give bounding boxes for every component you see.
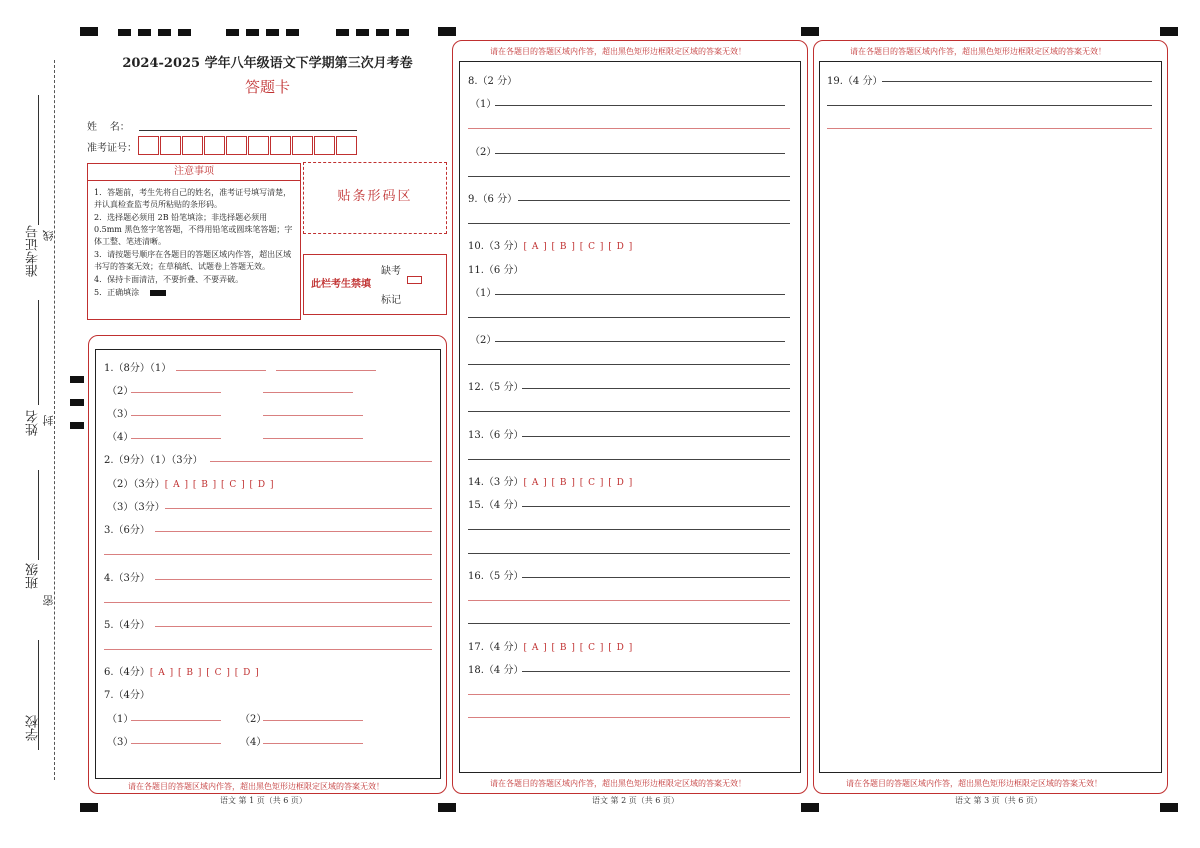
- q16-line[interactable]: [468, 600, 790, 601]
- q11-1-line[interactable]: [468, 317, 790, 318]
- absent-box-label: 此栏考生禁填: [311, 279, 371, 290]
- q6-label: [104, 663, 260, 678]
- q4-label: 4.（3分）: [104, 573, 150, 584]
- q11-2-label: （2）: [470, 335, 497, 346]
- exam-no-digit-box[interactable]: [182, 136, 203, 155]
- q8-1-line[interactable]: [495, 105, 785, 106]
- q1-3-label: （3）: [107, 409, 134, 420]
- q19-line[interactable]: [882, 81, 1152, 82]
- absent-mark-label: 标记: [381, 295, 401, 306]
- page3-footer: 语文 第 3 页（共 6 页）: [955, 796, 1042, 805]
- q13-line[interactable]: [522, 436, 790, 437]
- q18-line[interactable]: [468, 694, 790, 695]
- page-subtitle: 答题卡: [244, 78, 290, 96]
- barcode-area-label: 贴条形码区: [337, 189, 413, 204]
- sidebar-name-label: 姓名: [26, 410, 41, 436]
- registration-mark: [1160, 803, 1178, 812]
- q4-line[interactable]: [104, 602, 432, 603]
- sidebar-line-mark: 线: [42, 230, 55, 241]
- notice-item: [94, 287, 294, 299]
- page3-bottom-warning: 请在各题目的答题区域内作答，超出黑色矩形边框限定区域的答案无效！: [846, 779, 1102, 788]
- q16-line[interactable]: [468, 623, 790, 624]
- q2-2-options[interactable]: [ A ] [ B ] [ C ] [ D ]: [164, 480, 275, 490]
- absent-mark-box[interactable]: [407, 276, 422, 284]
- q10-label: [468, 237, 633, 252]
- q18-label: 18.（4 分）: [468, 665, 524, 676]
- q17-options[interactable]: [ A ] [ B ] [ C ] [ D ]: [523, 643, 634, 653]
- sidebar-secret-mark: 密: [42, 595, 55, 606]
- q16-line[interactable]: [522, 577, 790, 578]
- q2-2-label: [107, 475, 275, 490]
- q7-3-label: （3）: [107, 737, 134, 748]
- q4-line[interactable]: [155, 579, 432, 580]
- side-mark: [70, 399, 84, 406]
- q11-2-line[interactable]: [495, 341, 785, 342]
- q19-label: 19.（4 分）: [827, 76, 883, 87]
- q10-text: 10.（3 分）: [468, 241, 524, 252]
- exam-no-digit-box[interactable]: [138, 136, 159, 155]
- page1-answer-box: [95, 349, 441, 779]
- q5-line[interactable]: [104, 649, 432, 650]
- page2-bottom-warning: 请在各题目的答题区域内作答，超出黑色矩形边框限定区域的答案无效！: [490, 779, 746, 788]
- sidebar-class-line: [38, 470, 39, 560]
- exam-no-digit-box[interactable]: [336, 136, 357, 155]
- page3-top-warning: 请在各题目的答题区域内作答，超出黑色矩形边框限定区域的答案无效！: [850, 47, 1106, 56]
- notice-item: 2．选择题必须用 2B 铅笔填涂；非选择题必须用 0.5mm 黑色签字笔答题，不得用铅笔或圆珠笔答题；字体工整、笔迹清晰。: [94, 213, 293, 246]
- name-field[interactable]: [139, 130, 357, 131]
- page2-top-warning: 请在各题目的答题区域内作答，超出黑色矩形边框限定区域的答案无效！: [490, 47, 746, 56]
- q7-label: 7.（4分）: [104, 690, 150, 701]
- q7-4-label: （4）: [240, 737, 267, 748]
- q1-1-line[interactable]: [176, 370, 266, 371]
- name-label: 姓 名：: [87, 122, 130, 133]
- absent-mark-label: 缺考: [381, 266, 401, 277]
- q10-options[interactable]: [ A ] [ B ] [ C ] [ D ]: [523, 242, 634, 252]
- q12-label: 12.（5 分）: [468, 382, 524, 393]
- sidebar-school-line: [38, 640, 39, 750]
- q1-4b-line[interactable]: [263, 438, 363, 439]
- q12-line[interactable]: [468, 411, 790, 412]
- q7-2-label: （2）: [240, 714, 267, 725]
- q3-label: 3.（6分）: [104, 525, 150, 536]
- timing-mark: [286, 29, 299, 36]
- side-mark: [70, 422, 84, 429]
- q3-line[interactable]: [104, 554, 432, 555]
- q8-2-line[interactable]: [468, 176, 790, 177]
- q2-1-line[interactable]: [210, 461, 432, 462]
- page3-answer-box: [819, 61, 1162, 773]
- exam-no-digit-box[interactable]: [270, 136, 291, 155]
- q13-label: 13.（6 分）: [468, 430, 524, 441]
- notice-title: 注意事项: [88, 164, 300, 181]
- q2-3-line[interactable]: [165, 508, 432, 509]
- timing-mark: [226, 29, 239, 36]
- q12-line[interactable]: [522, 388, 790, 389]
- exam-no-digit-box[interactable]: [314, 136, 335, 155]
- registration-mark: [801, 803, 819, 812]
- q1-3-line[interactable]: [131, 415, 221, 416]
- q19-line[interactable]: [827, 105, 1152, 106]
- page1-bottom-warning: 请在各题目的答题区域内作答，超出黑色矩形边框限定区域的答案无效！: [128, 782, 384, 791]
- q3-line[interactable]: [155, 531, 432, 532]
- q1-4-label: （4）: [107, 432, 134, 443]
- q14-options[interactable]: [ A ] [ B ] [ C ] [ D ]: [523, 478, 634, 488]
- q2-3-label: （3）（3分）: [107, 502, 165, 513]
- q2-label: 2.（9分）（1）（3分）: [104, 455, 203, 466]
- timing-mark: [356, 29, 369, 36]
- timing-mark: [178, 29, 191, 36]
- notice-box: [87, 163, 301, 320]
- q1-3b-line[interactable]: [263, 415, 363, 416]
- q19-line[interactable]: [827, 128, 1152, 129]
- timing-mark: [158, 29, 171, 36]
- q1-1b-line[interactable]: [276, 370, 376, 371]
- q14-text: 14.（3 分）: [468, 477, 524, 488]
- sidebar-name-line: [38, 300, 39, 405]
- q1-2-line[interactable]: [131, 392, 221, 393]
- q15-line[interactable]: [468, 529, 790, 530]
- sidebar-class-label: 班级: [26, 563, 41, 589]
- q15-line[interactable]: [468, 553, 790, 554]
- registration-mark: [80, 803, 98, 812]
- q1-4-line[interactable]: [131, 438, 221, 439]
- q17-label: [468, 638, 633, 653]
- q16-label: 16.（5 分）: [468, 571, 524, 582]
- sidebar-exam-no-label: 准考证号: [26, 225, 41, 277]
- timing-mark: [336, 29, 349, 36]
- q8-2-label: （2）: [470, 147, 497, 158]
- registration-mark: [438, 803, 456, 812]
- q1-label: 1.（8分）（1）: [104, 363, 172, 374]
- q7-3-line[interactable]: [131, 743, 221, 744]
- sidebar-school-label: 学校: [26, 715, 41, 741]
- q6-text: 6.（4分）: [104, 667, 150, 678]
- q11-1-line[interactable]: [495, 294, 785, 295]
- q7-2-line[interactable]: [263, 720, 363, 721]
- q8-1-line[interactable]: [468, 128, 790, 129]
- filled-sample-mark: [150, 290, 166, 296]
- registration-mark: [438, 27, 456, 36]
- page2-footer: 语文 第 2 页（共 6 页）: [592, 796, 679, 805]
- q11-2-line[interactable]: [468, 364, 790, 365]
- exam-no-label: 准考证号：: [87, 143, 137, 154]
- q13-line[interactable]: [468, 459, 790, 460]
- timing-mark: [376, 29, 389, 36]
- notice-item: 4．保持卡面清洁，不要折叠、不要弄破。: [94, 275, 244, 284]
- timing-mark: [138, 29, 151, 36]
- q18-line[interactable]: [522, 671, 790, 672]
- exam-no-digit-box[interactable]: [204, 136, 225, 155]
- q17-text: 17.（4 分）: [468, 642, 524, 653]
- q2-2-text: （2）（3分）: [107, 479, 165, 490]
- q18-line[interactable]: [468, 717, 790, 718]
- registration-mark: [801, 27, 819, 36]
- sidebar-seal-mark: 封: [42, 415, 55, 426]
- q5-line[interactable]: [155, 626, 432, 627]
- notice-item-label: 5．正确填涂: [94, 288, 140, 297]
- q7-1-label: （1）: [107, 714, 134, 725]
- timing-mark: [266, 29, 279, 36]
- exam-no-digit-box[interactable]: [226, 136, 247, 155]
- registration-mark: [1160, 27, 1178, 36]
- timing-mark: [118, 29, 131, 36]
- q15-label: 15.（4 分）: [468, 500, 524, 511]
- q1-2-label: （2）: [107, 386, 134, 397]
- q1-2b-line[interactable]: [263, 392, 353, 393]
- page1-footer: 语文 第 1 页（共 6 页）: [220, 796, 307, 805]
- q8-label: 8.（2 分）: [468, 76, 518, 87]
- q11-label: 11.（6 分）: [468, 265, 524, 276]
- q9-label: 9.（6 分）: [468, 194, 518, 205]
- exam-no-digit-box[interactable]: [248, 136, 269, 155]
- page-title: 2024-2025 学年八年级语文下学期第三次月考卷: [122, 56, 413, 71]
- q6-options[interactable]: [ A ] [ B ] [ C ] [ D ]: [149, 668, 260, 678]
- timing-mark: [396, 29, 409, 36]
- registration-mark: [80, 27, 98, 36]
- exam-no-digit-box[interactable]: [292, 136, 313, 155]
- side-mark: [70, 376, 84, 383]
- q7-4-line[interactable]: [263, 743, 363, 744]
- exam-no-digit-box[interactable]: [160, 136, 181, 155]
- notice-item: 1．答题前，考生先将自己的姓名，准考证号填写清楚，并认真检查监考员所粘贴的条形码。: [94, 188, 292, 209]
- sidebar-exam-no-line: [38, 95, 39, 225]
- timing-mark: [246, 29, 259, 36]
- q15-line[interactable]: [522, 506, 790, 507]
- q5-label: 5.（4分）: [104, 620, 150, 631]
- q9-line[interactable]: [518, 200, 790, 201]
- q8-1-label: （1）: [470, 99, 497, 110]
- q8-2-line[interactable]: [495, 153, 785, 154]
- q11-1-label: （1）: [470, 288, 497, 299]
- notice-item: 3．请按题号顺序在各题目的答题区域内作答，超出区域书写的答案无效；在草稿纸、试题卷上答题无效。: [94, 250, 292, 271]
- q14-label: [468, 473, 633, 488]
- q9-line[interactable]: [468, 223, 790, 224]
- q7-1-line[interactable]: [131, 720, 221, 721]
